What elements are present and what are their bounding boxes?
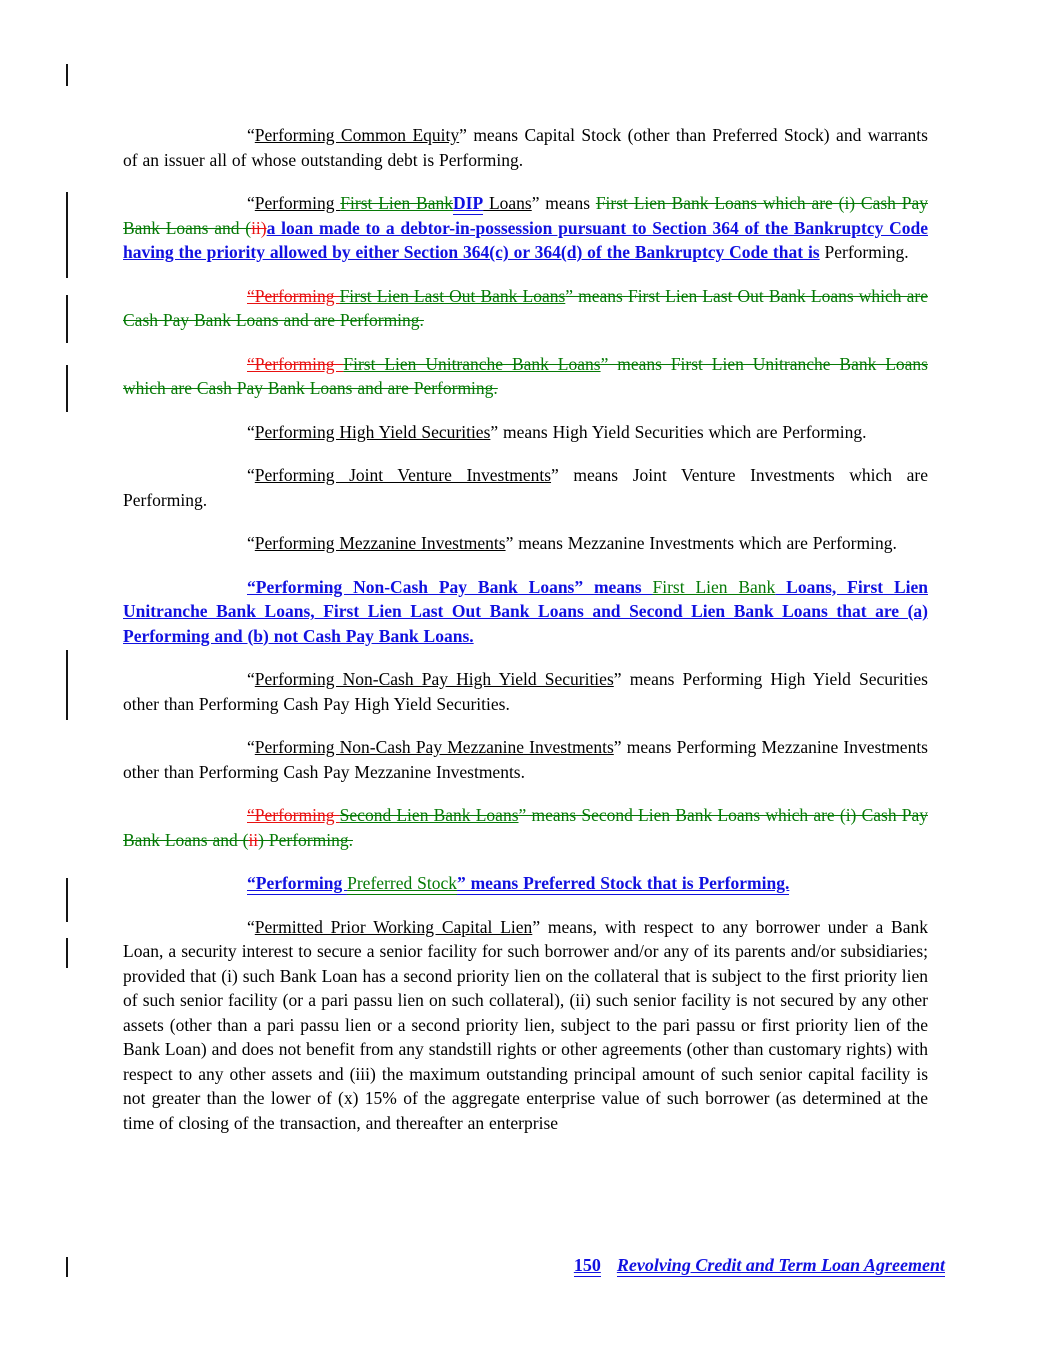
paragraph <box>123 735 928 784</box>
change-bar <box>66 64 68 86</box>
page-number: 150 <box>573 1255 601 1275</box>
change-bar <box>66 295 68 343</box>
text-run-term: Performing Non-Cash Pay High Yield Securities <box>254 669 614 689</box>
text-run-ins: Loans, First Lien Unitranche Bank Loans, First Lien Last Out Bank Loans and Second Lien Bank Loans that are (a) Performing and (b) not Cash Pay Bank Loans. <box>123 576 928 646</box>
text-run-plain: ” means High Yield Securities which are Performing. <box>490 421 867 442</box>
text-run-ins: “Performing Non-Cash Pay Bank Loans” means <box>247 576 653 597</box>
text-run-plain: “ <box>247 421 255 442</box>
paragraph <box>123 352 928 401</box>
text-run-ins-2: DIP <box>453 193 484 213</box>
text-run-del-g-u: First Lien Unitranche Bank Loans <box>343 353 601 374</box>
text-run-plain: “ <box>247 669 255 689</box>
text-run-del-g-u: First Lien Last Out Bank Loans <box>339 285 566 306</box>
change-bar <box>66 192 68 278</box>
text-run-del-g: ) Performing. <box>258 829 353 850</box>
text-run-mov-g-2: Preferred Stock <box>347 873 457 893</box>
text-run-term: Performing Mezzanine Investments <box>254 533 506 553</box>
text-run-del-r: ii) <box>251 217 267 238</box>
text-run-plain: Performing. <box>819 242 909 262</box>
text-run-plain: “ <box>247 125 255 145</box>
change-bar <box>66 878 68 922</box>
text-run-plain: ” means Performing Mezzanine Investments other than Performing Cash Pay Mezzanine Investments. <box>123 737 928 782</box>
paragraph <box>123 123 928 172</box>
text-run-plain: “ <box>247 193 255 213</box>
text-run-plain: ” means Joint Venture Investments which are Performing. <box>123 465 928 510</box>
text-run-plain: ” means Capital Stock (other than Preferred Stock) and warrants of an issuer all of whose outstanding debt is Performing. <box>123 125 928 170</box>
text-run-plain: ” means Mezzanine Investments which are Performing. <box>505 533 897 553</box>
text-run-del-g-u: Second Lien Bank Loans <box>339 805 519 825</box>
text-run-del-g: ” means First Lien Unitranche Bank Loans which are Cash Pay Bank Loans and are Performing. <box>123 353 928 398</box>
paragraph <box>123 575 928 649</box>
text-run-del-g: First Lien Bank Loans which are (i) Cash Pay Bank Loans and ( <box>123 193 928 238</box>
text-run-del-g: ” means Second Lien Bank Loans which are (i) Cash Pay Bank Loans and ( <box>123 805 928 850</box>
text-run-plain: “ <box>247 737 255 757</box>
change-bar <box>66 365 68 412</box>
text-run-mov-g: First Lien Bank <box>652 576 776 597</box>
text-run-del-r-u: “Performing <box>247 285 340 306</box>
text-run-ins-2: “Performing <box>247 873 348 893</box>
paragraph <box>123 191 928 265</box>
paragraph <box>123 531 928 556</box>
text-run-plain: ” means Performing High Yield Securities other than Performing Cash Pay High Yield Securities. <box>123 669 928 714</box>
paragraph <box>123 871 928 896</box>
text-run-term: Performing Non-Cash Pay Mezzanine Investments <box>254 737 614 757</box>
text-run-term: Loans <box>483 193 532 213</box>
text-run-plain: ” means, with respect to any borrower under a Bank Loan, a security interest to secure a senior facility for such borrower and/or any of its parents and/or subsidiaries; provided that (i) such Bank Loan has a second priority lien on the collateral that is subject to the first priority lien of such senior facility (or a pari passu lien on such collateral), (ii) such senior facility is not secured by any other assets (other than a pari passu lien or a second priority lien, subject to the pari passu or first priority lien of the Bank Loan) and does not benefit from any standstill rights or other agreements (other than customary rights) with respect to any other assets and (iii) the maximum outstanding principal amount of such senior capital facility is not greater than the lower of (x) 15% of the aggregate enterprise value of such borrower (as determined at the time of closing of the transaction, and thereafter an enterprise <box>123 916 928 1133</box>
paragraph <box>123 463 928 512</box>
text-run-term: Permitted Prior Working Capital Lien <box>254 916 533 937</box>
text-run-ins-2: ” means Preferred Stock that is Performing. <box>456 873 790 893</box>
paragraph <box>123 420 928 445</box>
text-run-plain: ” means <box>531 193 596 213</box>
paragraph <box>123 667 928 716</box>
text-run-term: Performing High Yield Securities <box>254 421 491 442</box>
text-run-term: Performing Joint Venture Investments <box>254 465 552 485</box>
text-run-del-r: ii <box>248 829 259 850</box>
text-run-del-g-u: First Lien Bank <box>340 193 454 213</box>
text-run-del-r-u: “Performing <box>247 805 340 825</box>
text-run-del-r-u: “Performing <box>247 353 344 374</box>
document-body <box>123 123 928 1154</box>
text-run-term: Performing <box>254 193 341 213</box>
paragraph <box>123 803 928 852</box>
paragraph <box>123 915 928 1136</box>
text-run-term: Performing Common Equity <box>254 125 460 145</box>
text-run-del-g: ” means First Lien Last Out Bank Loans which are Cash Pay Bank Loans and are Performing. <box>123 285 928 330</box>
change-bar <box>66 650 68 720</box>
change-bar <box>66 1257 68 1277</box>
page-footer <box>574 1253 945 1277</box>
text-run-plain: “ <box>247 916 255 937</box>
footer-document-title: Revolving Credit and Term Loan Agreement <box>616 1255 945 1275</box>
change-bar <box>66 938 68 968</box>
text-run-ins: a loan made to a debtor-in-possession pursuant to Section 364 of the Bankruptcy Code having the priority allowed by either Section 364(c) or 364(d) of the Bankruptcy Code that is <box>123 217 928 262</box>
text-run-plain: “ <box>247 465 255 485</box>
text-run-plain: “ <box>247 533 255 553</box>
paragraph <box>123 284 928 333</box>
